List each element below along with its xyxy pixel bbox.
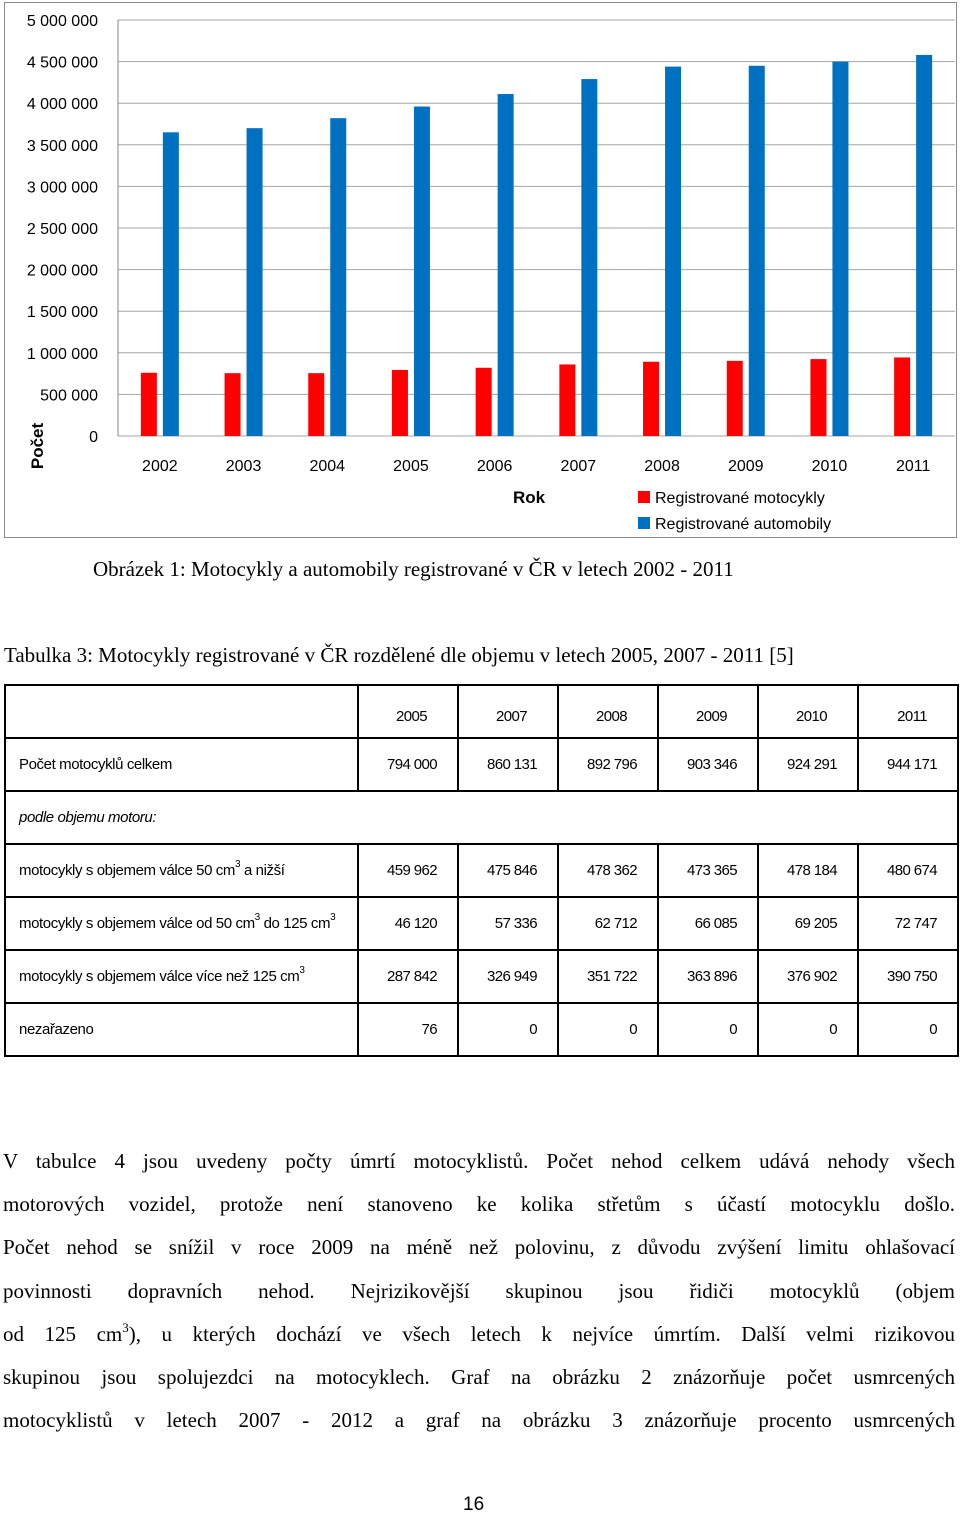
table-header-row xyxy=(5,685,958,738)
table-cell: 860 131 xyxy=(458,738,558,791)
table-cell: 473 365 xyxy=(658,844,758,897)
legend-swatch xyxy=(638,517,650,529)
year-header: 2007 xyxy=(458,685,558,738)
table-cell: 69 205 xyxy=(758,897,858,950)
text-line: V tabulce 4 jsou uvedeny počty úmrtí motocyklistů. Počet nehod celkem udává nehody všech xyxy=(3,1149,955,1173)
x-tick-label: 2003 xyxy=(225,458,262,475)
table-row-total xyxy=(5,738,958,791)
y-tick-label: 2 000 000 xyxy=(26,262,98,280)
bar xyxy=(581,79,597,436)
y-tick-label: 500 000 xyxy=(40,387,98,405)
bar xyxy=(559,364,575,436)
table-cell: 944 171 xyxy=(858,738,958,791)
bar xyxy=(916,55,932,436)
y-tick-label: 2 500 000 xyxy=(26,221,98,238)
table-row xyxy=(5,1003,958,1056)
table-cell: 459 962 xyxy=(358,844,458,897)
year-header: 2008 xyxy=(558,685,658,738)
row-label: nezařazeno xyxy=(5,1003,358,1056)
x-axis-label: Rok xyxy=(512,488,546,507)
chart-container xyxy=(4,2,957,538)
y-tick-label: 0 xyxy=(89,429,98,446)
table-caption: Tabulka 3: Motocykly registrované v ČR rozdělené dle objemu v letech 2005, 2007 - 2011 [5] xyxy=(4,643,794,667)
text-line: od 125 $cm^3$), u kterých dochází ve všech letech k nejvíce úmrtím. Další velmi rizikovou xyxy=(3,1319,956,1346)
table-cell: 475 846 xyxy=(458,844,558,897)
motorcycle-table xyxy=(4,684,959,1057)
bar xyxy=(308,373,324,436)
x-tick-label: 2005 xyxy=(393,458,429,475)
x-tick-label: 2006 xyxy=(476,458,513,475)
bar xyxy=(727,361,743,436)
bar xyxy=(749,66,765,436)
row-label: motocykly s objemem válce 50 $cm^3$ a nižší xyxy=(5,844,358,897)
bar xyxy=(330,118,346,436)
x-tick-label: 2002 xyxy=(142,458,178,475)
table-cell: 794 000 xyxy=(358,738,458,791)
table-cell: 0 xyxy=(558,1003,658,1056)
table-cell: 57 336 xyxy=(458,897,558,950)
page-number: 16 xyxy=(463,1494,485,1515)
y-tick-label: 1 500 000 xyxy=(26,304,98,322)
table-cell: 72 747 xyxy=(858,897,958,950)
y-tick-label: 5 000 000 xyxy=(26,13,98,30)
row-label: motocykly s objemem válce více než 125 $cm^3$ xyxy=(5,950,358,1003)
table-cell: 62 712 xyxy=(558,897,658,950)
y-tick-label: 3 500 000 xyxy=(26,137,98,155)
table-cell: 66 085 xyxy=(658,897,758,950)
bar xyxy=(163,132,179,436)
bar xyxy=(498,94,514,436)
table-corner-cell xyxy=(5,685,358,738)
text-line: Počet nehod se snížil v roce 2009 na méně než polovinu, z důvodu zvýšení limitu ohlašovací xyxy=(3,1235,955,1260)
figure-caption: Obrázek 1: Motocykly a automobily registrované v ČR v letech 2002 - 2011 xyxy=(93,557,734,581)
table-cell: 0 xyxy=(658,1003,758,1056)
legend-label: Registrované automobily xyxy=(655,516,832,533)
year-header: 2011 xyxy=(858,685,958,738)
y-tick-label: 4 000 000 xyxy=(26,96,98,114)
bar xyxy=(894,357,910,436)
y-tick-label: 3 000 000 xyxy=(26,179,98,197)
row-label: motocykly s objemem válce od 50 $cm^3$ do 125 $cm^3$ xyxy=(5,897,358,950)
body-paragraph xyxy=(3,1140,955,1442)
table-cell: 0 xyxy=(858,1003,958,1056)
bar xyxy=(665,67,681,436)
y-tick-label: 4 500 000 xyxy=(26,54,98,72)
text-line: skupinou jsou spolujezdci na motocyklech. Graf na obrázku 2 znázorňuje počet usmrcených xyxy=(3,1365,955,1390)
year-header: 2010 xyxy=(758,685,858,738)
table-cell: 287 842 xyxy=(358,950,458,1003)
bar xyxy=(476,368,492,436)
table-cell: 76 xyxy=(358,1003,458,1056)
bar xyxy=(392,370,408,436)
bar xyxy=(832,62,848,436)
table-cell: 363 896 xyxy=(658,950,758,1003)
text-line: povinnosti dopravních nehod. Nejrizikovější skupinou jsou řidiči motocyklů (objem xyxy=(3,1278,955,1303)
year-header: 2009 xyxy=(658,685,758,738)
table-cell: 0 xyxy=(758,1003,858,1056)
table-cell: 892 796 xyxy=(558,738,658,791)
y-tick-label: 1 000 000 xyxy=(26,345,98,363)
bar xyxy=(810,359,826,436)
table-cell: 903 346 xyxy=(658,738,758,791)
x-tick-label: 2004 xyxy=(309,458,346,475)
legend-label: Registrované motocykly xyxy=(655,490,825,507)
x-tick-label: 2011 xyxy=(895,458,931,475)
x-tick-label: 2008 xyxy=(644,458,680,475)
y-axis-label: Počet xyxy=(28,422,47,470)
text-line: motocyklistů v letech 2007 - 2012 a graf na obrázku 3 znázorňuje procento usmrcených xyxy=(3,1408,955,1433)
table-cell: 46 120 xyxy=(358,897,458,950)
table-cell: 326 949 xyxy=(458,950,558,1003)
table-row xyxy=(5,950,958,1003)
table-cell: 376 902 xyxy=(758,950,858,1003)
section-label: podle objemu motoru: xyxy=(5,791,958,844)
year-header: 2005 xyxy=(358,685,458,738)
bar xyxy=(643,362,659,436)
table-cell: 351 722 xyxy=(558,950,658,1003)
table-cell: 480 674 xyxy=(858,844,958,897)
bar xyxy=(247,128,263,436)
table-cell: 478 362 xyxy=(558,844,658,897)
table-cell: 924 291 xyxy=(758,738,858,791)
table-cell: 478 184 xyxy=(758,844,858,897)
bar xyxy=(414,107,430,436)
bar xyxy=(141,373,157,436)
table-cell: 0 xyxy=(458,1003,558,1056)
x-tick-label: 2010 xyxy=(811,458,848,475)
x-tick-label: 2009 xyxy=(727,458,764,475)
bar-chart xyxy=(5,3,958,539)
table-section-row xyxy=(5,791,958,844)
legend-swatch xyxy=(638,491,650,503)
table-row xyxy=(5,844,958,897)
row-label: Počet motocyklů celkem xyxy=(5,738,358,791)
x-tick-label: 2007 xyxy=(560,458,597,475)
text-line: motorových vozidel, protože není stanoveno ke kolika střetům s účastí motocyklu došlo. xyxy=(3,1192,955,1217)
table-row xyxy=(5,897,958,950)
bar xyxy=(225,373,241,436)
table-cell: 390 750 xyxy=(858,950,958,1003)
